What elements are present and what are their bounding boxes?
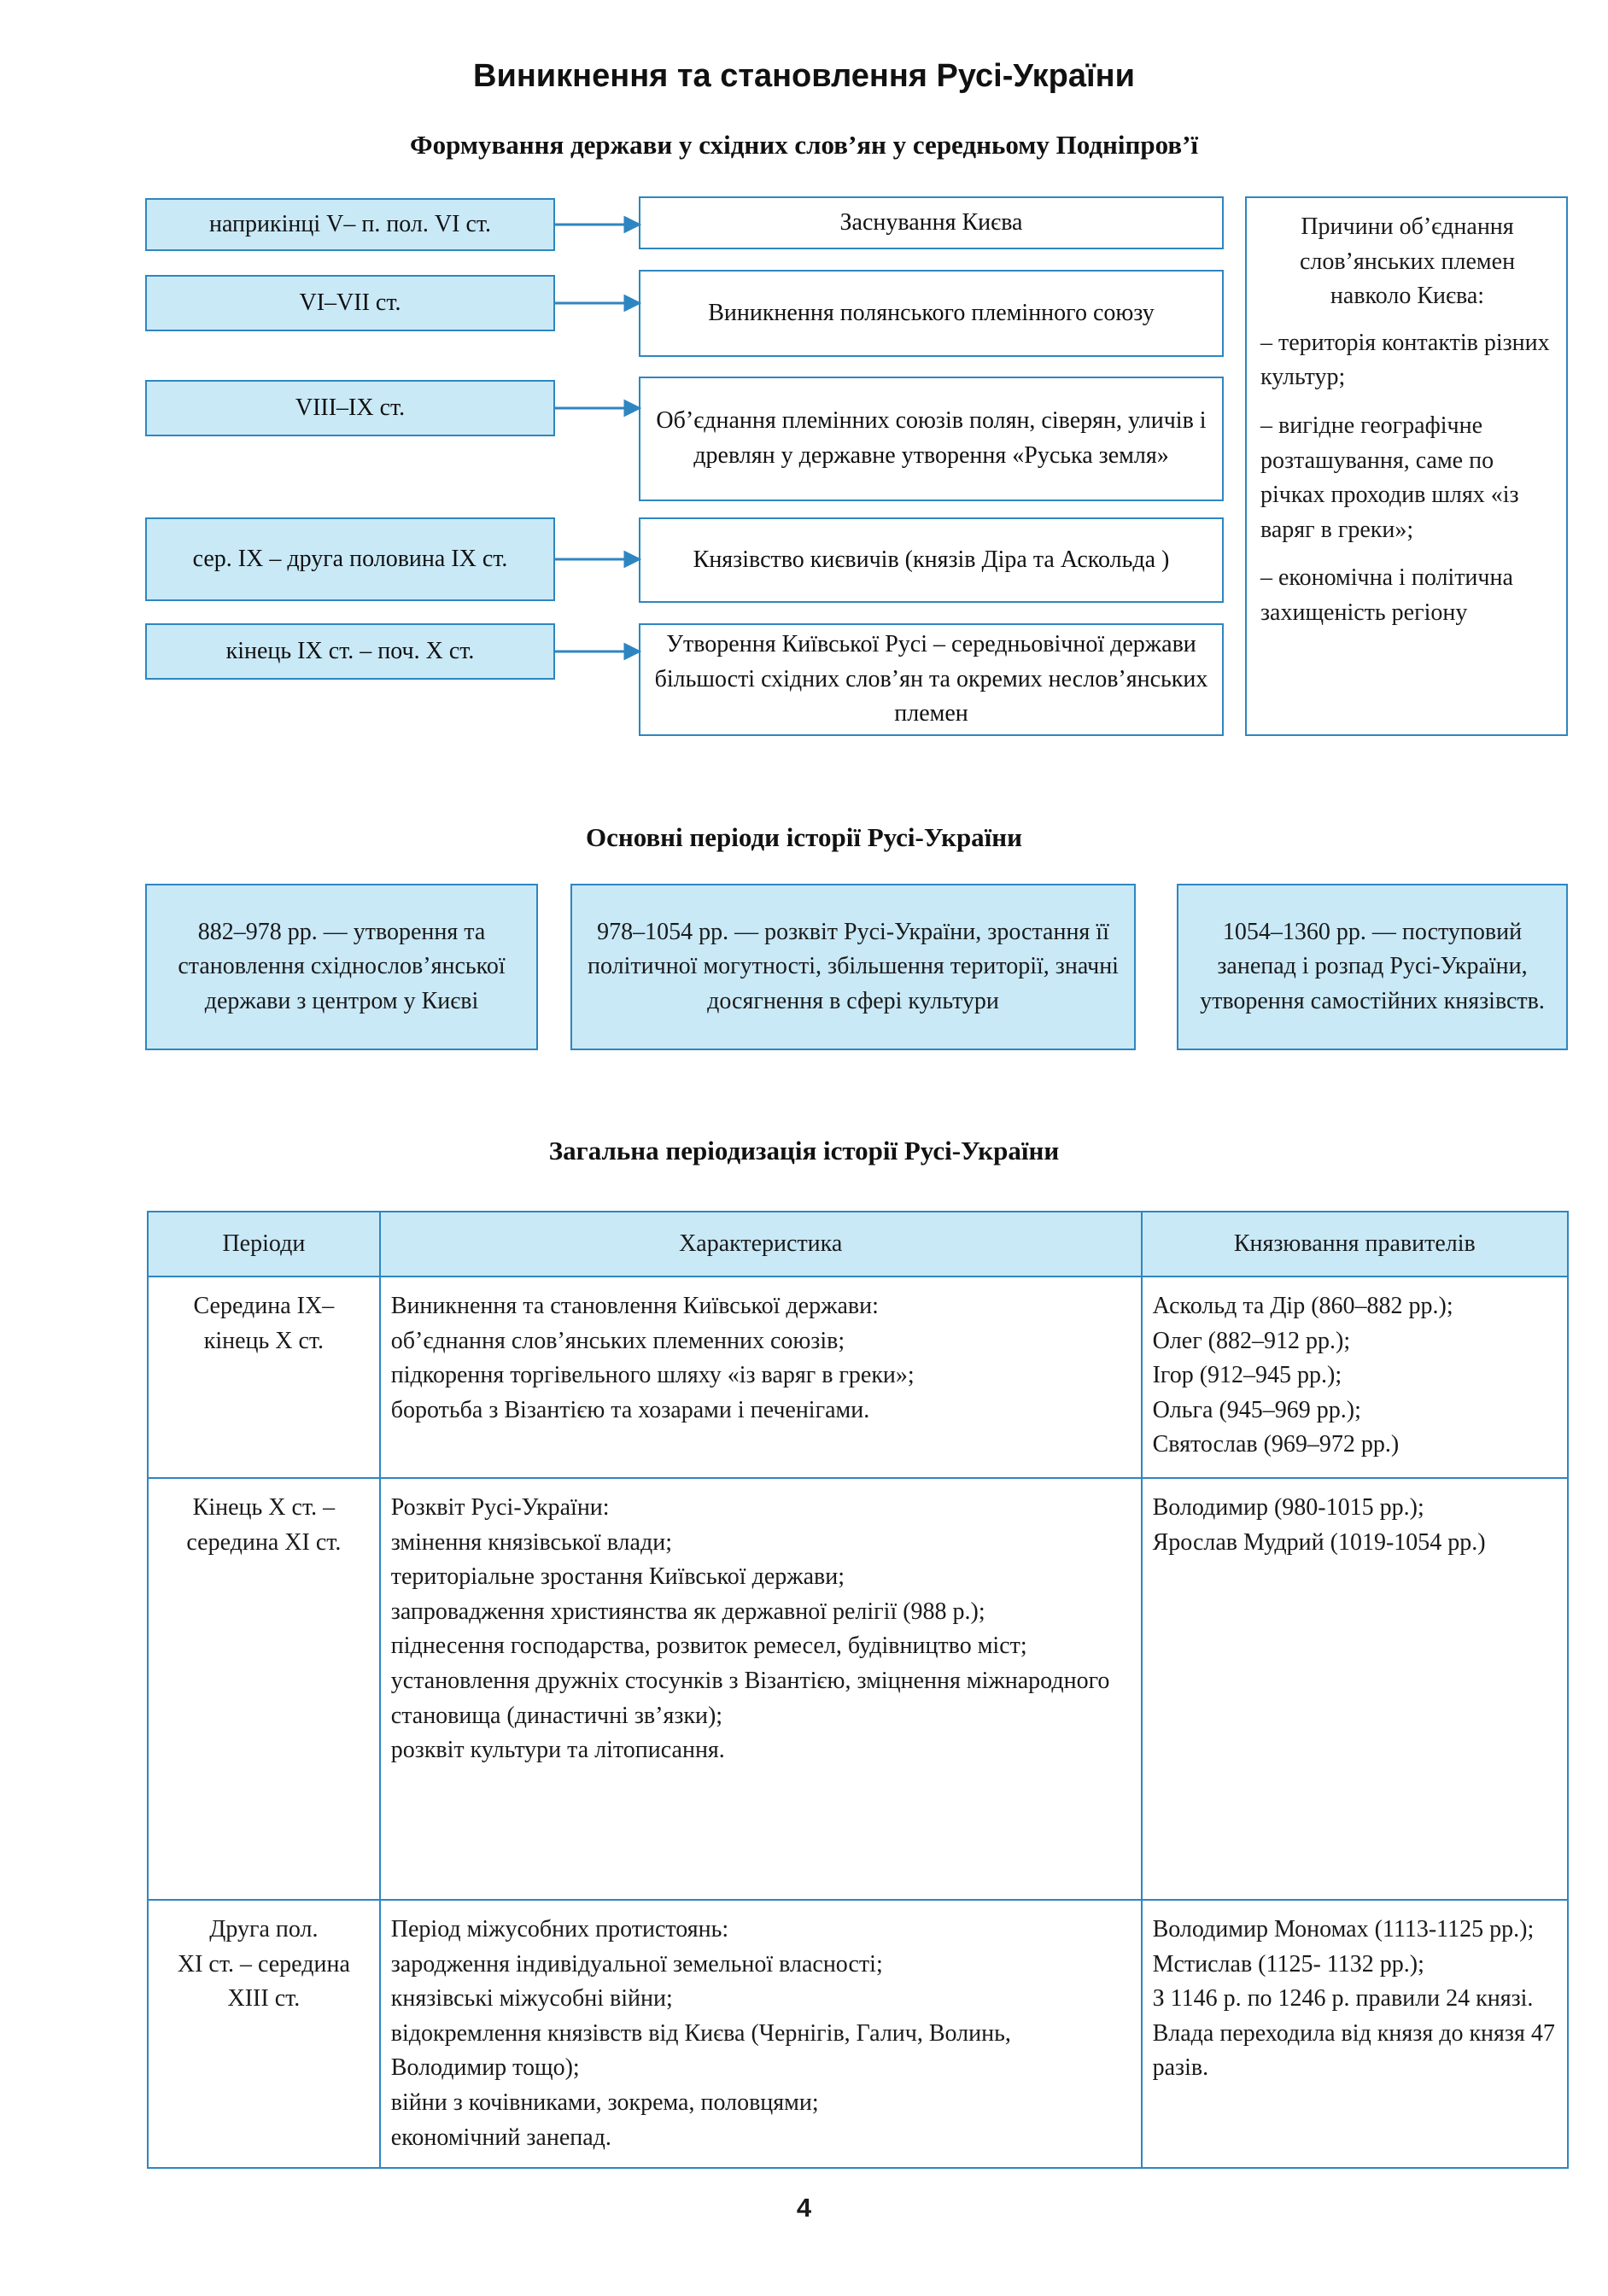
table-header-row [148,1212,1568,1277]
period-cell [148,1900,380,2168]
event-box-5: Утворення Київської Русі – середньовічної держави більшості східних слов’ян та окремих неслов’янських племен [639,623,1224,736]
characteristic-line: боротьба з Візантією та хозарами і печенігами. [390,1396,870,1423]
period-cell [148,1277,380,1478]
characteristic-line: відокремлення князівств від Києва (Чернігів, Галич, Волинь, Володимир тощо); [390,2019,1011,2082]
arrow-2-head [625,296,639,310]
date-box-3: VIII–IX ст. [145,380,555,436]
date-box-5: кінець IX ст. – поч. X ст. [145,623,555,680]
period-cell [148,1478,380,1900]
reason-item: – вигідне географічне розташування, саме по річках проходив шлях «із варяг в греки»; [1260,412,1519,543]
characteristic-line: запровадження християнства як державної релігії (988 р.); [390,1598,985,1625]
period-line: Кінець X ст. – [192,1494,336,1521]
characteristics-cell [380,1900,1142,2168]
table-row [148,1277,1568,1478]
characteristic-line: війни з кочівниками, зокрема, половцями; [390,2089,819,2116]
ruler-line: Ярослав Мудрий (1019-1054 рр.) [1152,1528,1486,1556]
date-box-1: наприкінці V– п. пол. VI ст. [145,198,555,251]
date-box-2: VI–VII ст. [145,275,555,331]
rulers-cell [1142,1478,1568,1900]
characteristic-line: розквіт культури та літописання. [390,1737,725,1764]
date-box-4: сер. IX – друга половина IX ст. [145,517,555,601]
characteristic-line: піднесення господарства, розвиток ремесел, будівництво міст; [390,1633,1027,1660]
ruler-line: Володимир Мономах (1113-1125 рр.); [1152,1916,1535,1943]
main-periods-heading: Основні періоди історії Русі-України [585,822,1023,852]
main-period-2: 978–1054 рр. — розквіт Русі-України, зростання її політичної могутності, збільшення території, значні досягнення в сфері культури [570,884,1136,1050]
characteristic-line: економічний занепад. [390,2124,611,2151]
arrow-5-head [625,645,639,658]
table-row [148,1900,1568,2168]
arrow-1-head [625,218,639,231]
characteristic-line: князівські міжусобні війни; [390,1985,673,2013]
ruler-line: Мстислав (1125- 1132 рр.); [1152,1950,1424,1978]
period-line: XI ст. – середина XIII ст. [177,1950,350,2013]
ruler-line: Олег (882–912 рр.); [1152,1327,1351,1354]
characteristic-line: підкорення торгівельного шляху «із варяг в греки»; [390,1362,915,1389]
column-header: Князювання правителів [1142,1212,1568,1277]
ruler-line: Ольга (945–969 рр.); [1152,1396,1361,1423]
column-header: Характеристика [380,1212,1142,1277]
ruler-line: З 1146 р. по 1246 р. правили 24 князі. Влада переходила від князя до князя 47 разів. [1152,1985,1555,2082]
ruler-line: Володимир (980-1015 рр.); [1152,1494,1424,1521]
formation-heading: Формування держави у східних слов’ян у середньому Подніпров’ї [409,130,1199,160]
rulers-cell [1142,1900,1568,2168]
characteristic-line: Розквіт Русі-України: [390,1494,610,1521]
reasons-box [1245,196,1568,736]
characteristic-line: Виникнення та становлення Київської держави: [390,1293,879,1319]
page-title: Виникнення та становлення Русі-України [473,58,1135,94]
ruler-line: Святослав (969–972 рр.) [1152,1431,1400,1458]
page-number: 4 [796,2193,812,2223]
characteristic-line: установлення дружніх стосунків з Візантією, зміцнення міжнародного становища (династичні зв’язки); [390,1667,1110,1729]
characteristics-cell [380,1478,1142,1900]
arrow-3-head [625,401,639,415]
column-header: Періоди [148,1212,380,1277]
event-box-2: Виникнення полянського племінного союзу [639,270,1224,357]
characteristic-line: територіальне зростання Київської держави; [390,1563,845,1591]
rulers-cell [1142,1277,1568,1478]
main-period-3: 1054–1360 рр. — поступовий занепад і розпад Русі-України, утворення самостійних князівств. [1177,884,1568,1050]
reason-item: – територія контактів різних культур; [1260,329,1550,391]
periodization-table [147,1211,1569,2169]
characteristics-cell [380,1277,1142,1478]
event-box-3: Об’єднання племінних союзів полян, сіверян, уличів і древлян у державне утворення «Руська земля» [639,377,1224,501]
ruler-line: Аскольд та Дір (860–882 рр.); [1152,1293,1453,1319]
period-line: Друга пол. [209,1916,319,1943]
event-box-1: Заснування Києва [639,196,1224,249]
reason-item: – економічна і політична захищеність регіону [1260,564,1513,626]
periodization-heading: Загальна періодизація історії Русі-України [548,1136,1060,1166]
table-row [148,1478,1568,1900]
characteristic-line: об’єднання слов’янських племенних союзів; [390,1327,845,1354]
characteristic-line: Період міжусобних протистоянь: [390,1916,729,1943]
characteristic-line: зародження індивідуальної земельної власності; [390,1950,883,1978]
main-period-1: 882–978 рр. — утворення та становлення східнослов’янської держави з центром у Києві [145,884,538,1050]
event-box-4: Князівство києвичів (князів Діра та Аскольда ) [639,517,1224,603]
period-line: Середина IX– [193,1293,335,1319]
reasons-intro: Причини об’єднання слов’янських племен навколо Києва: [1299,213,1516,310]
period-line: кінець X ст. [203,1327,325,1354]
ruler-line: Ігор (912–945 рр.); [1152,1362,1342,1389]
period-line: середина XI ст. [186,1528,342,1556]
characteristic-line: змінення князівської влади; [390,1528,672,1556]
arrow-4-head [625,552,639,566]
